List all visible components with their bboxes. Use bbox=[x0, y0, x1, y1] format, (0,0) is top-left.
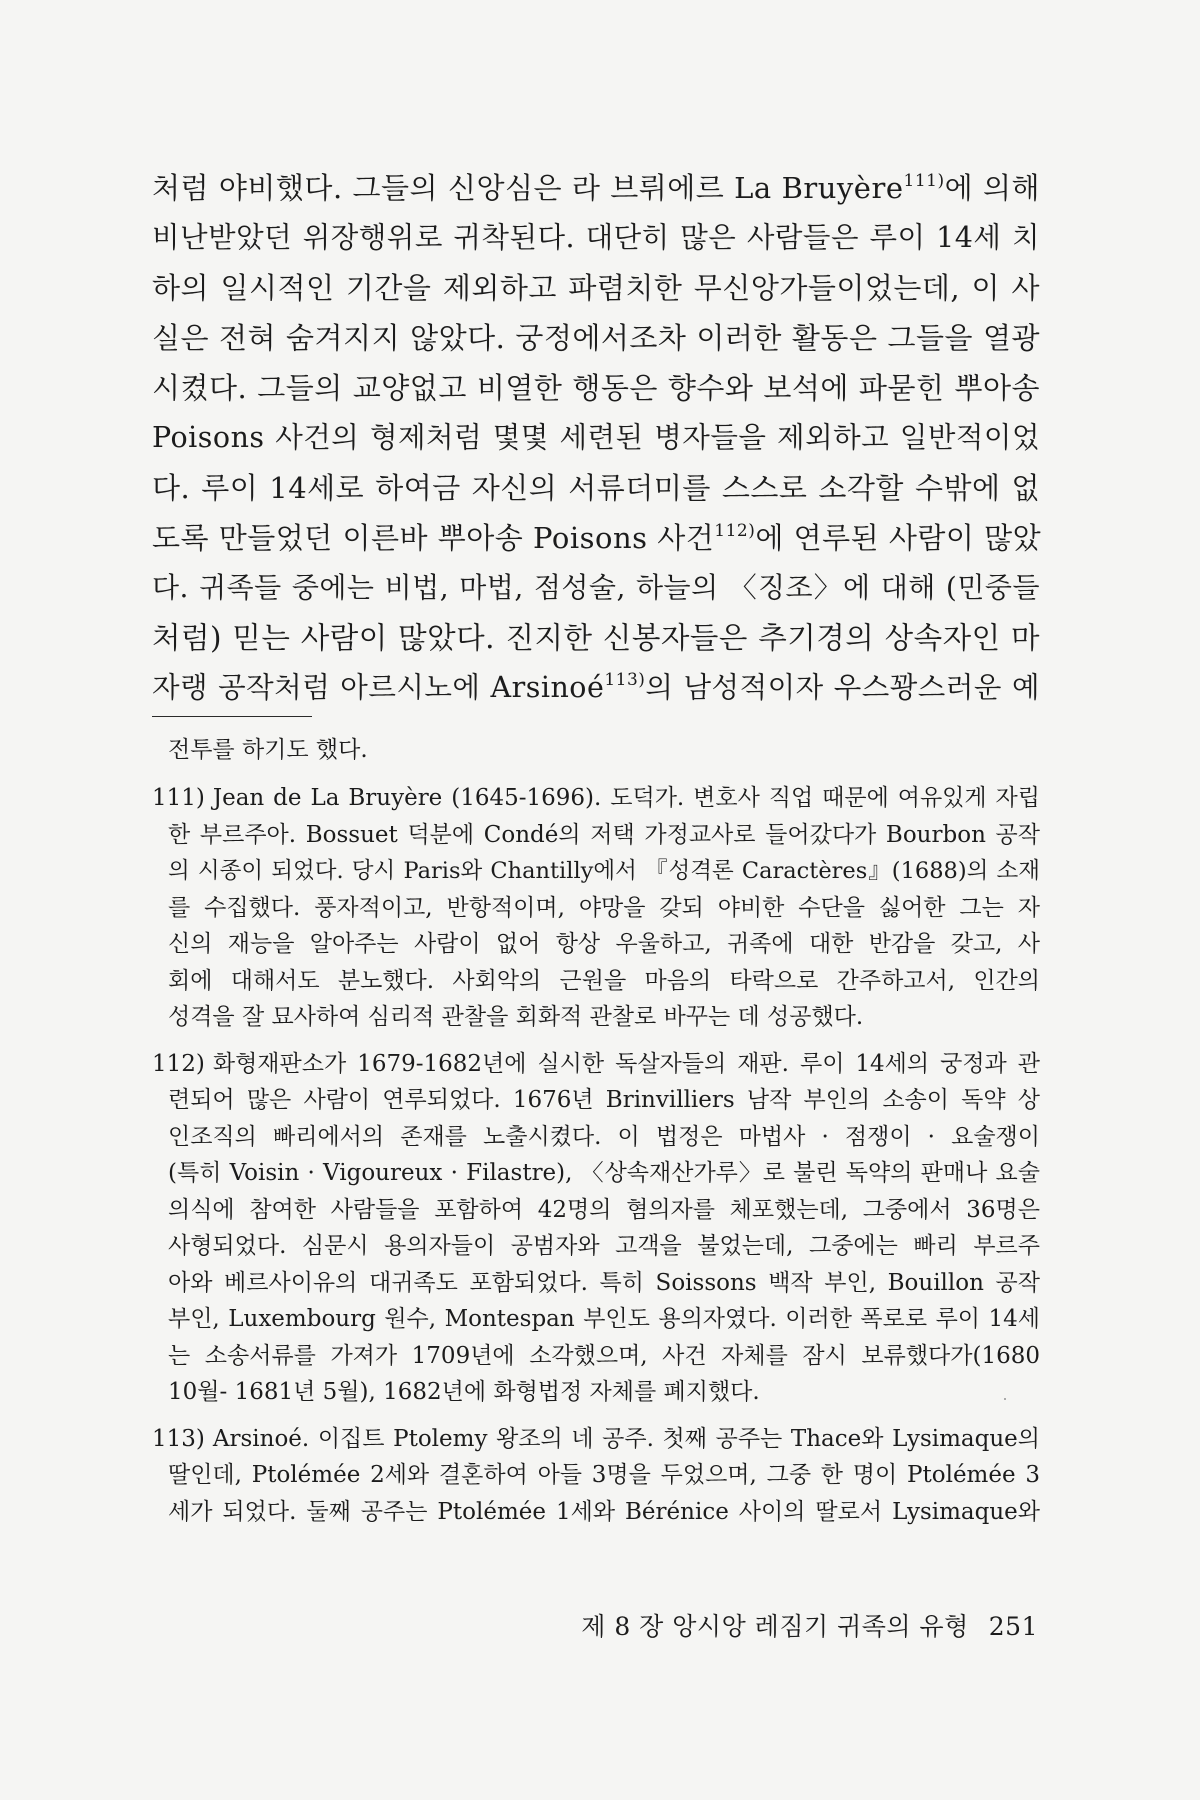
footnote-text: 화형재판소가 1679-1682년에 실시한 독살자들의 재판. 루이 14세의 궁정과 관 bbox=[212, 1050, 1040, 1077]
footnote-ref-112: 112) bbox=[714, 521, 756, 541]
footnote-line: 성격을 잘 묘사하여 심리적 관찰을 회화적 관찰로 바꾸는 데 성공했다. bbox=[168, 1004, 864, 1030]
footnote-ref-111: 111) bbox=[903, 171, 945, 191]
body-text-segment: 비난받았던 위장행위로 귀착된다. 대단히 많은 사람들은 루이 14세 치 bbox=[152, 221, 1040, 254]
body-text-segment: 다. 귀족들 중에는 비법, 마법, 점성술, 하늘의 〈징조〉에 대해 (민중들 bbox=[152, 571, 1040, 604]
body-line bbox=[152, 413, 1040, 463]
body-text-segment: 처럼 야비했다. 그들의 신앙심은 라 브뤼에르 La Bruyère bbox=[152, 171, 904, 205]
footnote-line bbox=[152, 1421, 1040, 1458]
body-text-segment: 처럼) 믿는 사람이 많았다. 진지한 신봉자들은 추기경의 상속자인 마 bbox=[152, 621, 1040, 655]
footnote-line: 는 소송서류를 가져가 1709년에 소각했으며, 사건 자체를 잠시 보류했다가(1680 bbox=[168, 1342, 1040, 1369]
footnote-divider bbox=[152, 716, 312, 717]
body-line bbox=[152, 163, 1040, 213]
footnote-line: 신의 재능을 알아주는 사람이 없어 항상 우울하고, 귀족에 대한 반감을 갖고, 사 bbox=[168, 931, 1040, 957]
footnote-text: Arsinoé. 이집트 Ptolemy 왕조의 네 공주. 첫째 공주는 Thace와 Lysimaque의 bbox=[212, 1425, 1040, 1452]
running-footer bbox=[581, 1607, 1038, 1643]
footnote-line: 세가 되었다. 둘째 공주는 Ptolémée 1세와 Bérénice 사이의 딸로서 Lysimaque와 bbox=[168, 1498, 1040, 1525]
body-line bbox=[152, 513, 1040, 563]
body-line bbox=[152, 663, 1040, 713]
body-line bbox=[152, 563, 1040, 613]
footnote-line: 를 수집했다. 풍자적이고, 반항적이며, 야망을 갖되 야비한 수단을 싫어한 그는 자 bbox=[168, 894, 1040, 921]
body-line bbox=[152, 363, 1040, 413]
footnote-ref-113: 113) bbox=[604, 670, 646, 690]
footnote-line: 의식에 참여한 사람들을 포함하여 42명의 혐의자를 체포했는데, 그중에서 36명은 bbox=[168, 1196, 1040, 1223]
footnote-number: 112) bbox=[152, 1050, 205, 1077]
body-text-segment: 시켰다. 그들의 교양없고 비열한 행동은 향수와 보석에 파묻힌 뿌아송 bbox=[152, 371, 1040, 405]
body-text-segment: 에 연루된 사람이 많았 bbox=[755, 521, 1042, 555]
footnote-112 bbox=[152, 1046, 1040, 1411]
body-line bbox=[152, 213, 1040, 263]
footnote-line: 10월- 1681년 5월), 1682년에 화형법정 자체를 폐지했다. bbox=[168, 1379, 760, 1405]
footnote-line: 사형되었다. 심문시 용의자들이 공범자와 고객을 불었는데, 그중에는 빠리 부르주 bbox=[168, 1233, 1040, 1259]
body-line bbox=[152, 613, 1040, 663]
footnote-line: 의 시종이 되었다. 당시 Paris와 Chantilly에서 『성격론 Caractères』(1688)의 소재 bbox=[168, 858, 1040, 884]
footnote-line: (특히 Voisin · Vigoureux · Filastre), 〈상속재산가루〉로 불린 독약의 판매나 요술 bbox=[168, 1160, 1040, 1186]
footnote-number: 111) bbox=[152, 785, 205, 811]
footnote-line bbox=[152, 780, 1040, 817]
body-text-segment: 하의 일시적인 기간을 제외하고 파렴치한 무신앙가들이었는데, 이 사 bbox=[152, 271, 1040, 305]
body-text-segment: 다. 루이 14세로 하여금 자신의 서류더미를 스스로 소각할 수밖에 없 bbox=[152, 471, 1040, 505]
footnote-111 bbox=[152, 780, 1040, 1036]
page-number: 251 bbox=[988, 1612, 1038, 1641]
footnote-line: 련되어 많은 사람이 연루되었다. 1676년 Brinvilliers 남작 부인의 소송이 독약 상 bbox=[168, 1087, 1040, 1113]
body-text-segment: 에 의해 bbox=[944, 171, 1041, 205]
body-line bbox=[152, 313, 1040, 363]
footnote-line bbox=[152, 1046, 1040, 1083]
footnote-line: 아와 베르사이유의 대귀족도 포함되었다. 특히 Soissons 백작 부인, Bouillon 공작 bbox=[168, 1269, 1040, 1296]
body-text-segment: Poisons 사건의 형제처럼 몇몇 세련된 병자들을 제외하고 일반적이었 bbox=[152, 421, 1040, 454]
footnote-number: 113) bbox=[152, 1425, 205, 1452]
footnote-line: 한 부르주아. Bossuet 덕분에 Condé의 저택 가정교사로 들어갔다가 Bourbon 공작 bbox=[168, 821, 1040, 848]
body-text-segment: 의 남성적이자 우스꽝스러운 예 bbox=[645, 671, 1040, 704]
footnote-line: 부인, Luxembourg 원수, Montespan 부인도 용의자였다. 이러한 폭로로 루이 14세 bbox=[168, 1306, 1040, 1332]
scan-speck bbox=[1004, 1398, 1006, 1400]
body-line bbox=[152, 463, 1040, 513]
footnote-113 bbox=[152, 1421, 1040, 1531]
footnote-continuation: 전투를 하기도 했다. bbox=[168, 737, 368, 763]
footnote-line: 딸인데, Ptolémée 2세와 결혼하여 아들 3명을 두었으며, 그중 한 명이 Ptolémée 3 bbox=[168, 1462, 1040, 1488]
body-text-segment: 실은 전혀 숨겨지지 않았다. 궁정에서조차 이러한 활동은 그들을 열광 bbox=[152, 321, 1040, 355]
body-line bbox=[152, 263, 1040, 313]
body-text-segment: 도록 만들었던 이른바 뿌아송 Poisons 사건 bbox=[152, 521, 715, 555]
footnote-line: 인조직의 빠리에서의 존재를 노출시켰다. 이 법정은 마법사 · 점쟁이 · 요술쟁이 bbox=[168, 1123, 1040, 1150]
footnote-line: 회에 대해서도 분노했다. 사회악의 근원을 마음의 타락으로 간주하고서, 인간의 bbox=[168, 967, 1040, 994]
footnotes bbox=[152, 730, 1040, 1540]
running-title: 제 8 장 앙시앙 레짐기 귀족의 유형 bbox=[581, 1612, 969, 1641]
footnote-text: Jean de La Bruyère (1645-1696). 도덕가. 변호사 직업 때문에 여유있게 자립 bbox=[212, 785, 1040, 811]
body-text-segment: 자랭 공작처럼 아르시노에 Arsinoé bbox=[152, 671, 605, 704]
body-text bbox=[152, 163, 1040, 713]
